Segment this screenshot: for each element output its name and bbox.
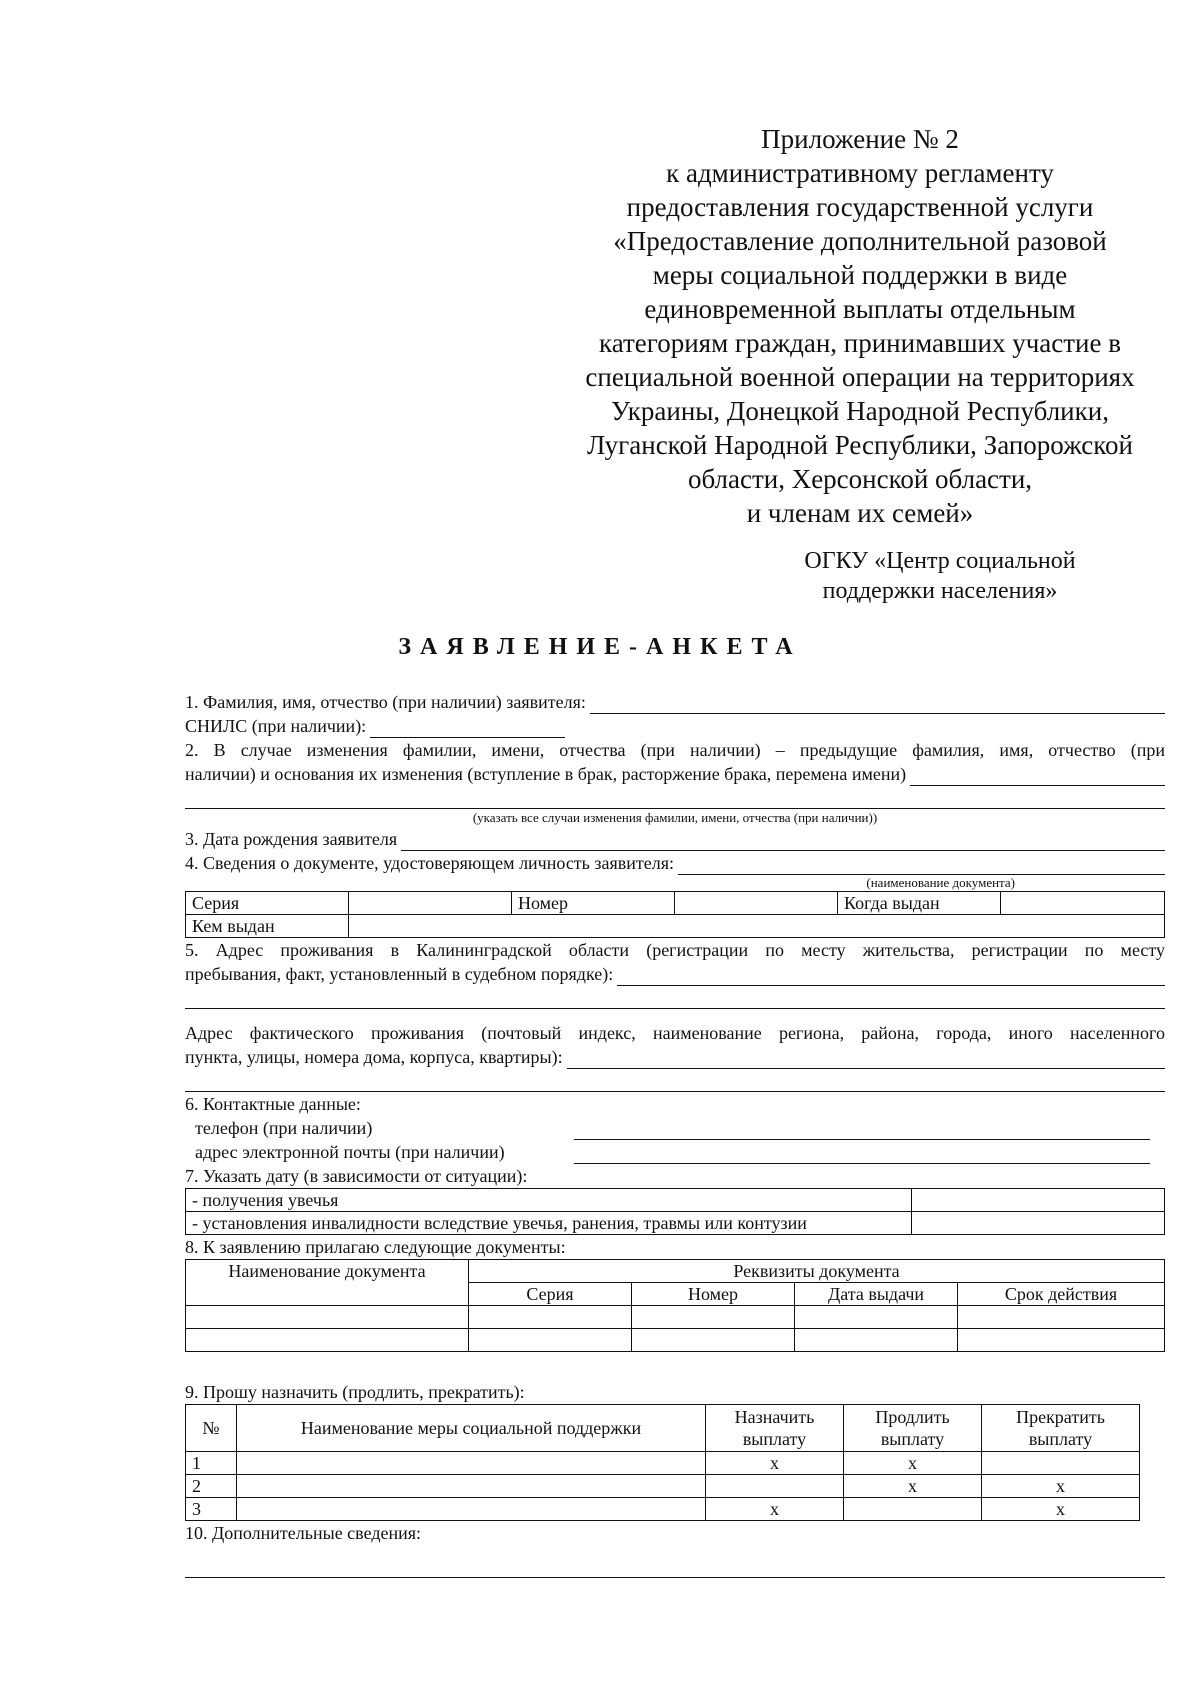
extend-mark[interactable]: х — [844, 1475, 982, 1498]
appendix-line: и членам их семей» — [746, 498, 974, 528]
issued-when-label: Когда выдан — [838, 892, 1001, 915]
table-row — [186, 1452, 1140, 1475]
extend-header — [844, 1405, 982, 1452]
actual-address-extra-line[interactable] — [185, 1077, 1165, 1092]
field-name-change-label: 2. В случае изменения фамилии, имени, отчества (при наличии) – предыдущие фамилия, имя, отчество (при — [185, 740, 1165, 760]
name-change-hint: (указать все случаи изменения фамилии, имени, отчества (при наличии)) — [472, 810, 878, 825]
measure-name-header: Наименование меры социальной поддержки — [237, 1405, 706, 1452]
doc-requisites-header: Реквизиты документа — [469, 1260, 1165, 1283]
series-label: Серия — [186, 892, 349, 915]
field-snils — [185, 714, 1165, 738]
recipient-block — [740, 546, 1140, 606]
field-name-change — [185, 762, 1165, 786]
number-label: Номер — [512, 892, 675, 915]
id-document-table — [185, 891, 1165, 938]
assign-header-line: Назначить — [734, 1407, 815, 1427]
stop-mark[interactable] — [982, 1452, 1140, 1475]
phone-input-line[interactable] — [574, 1122, 1150, 1140]
doc-cell[interactable] — [186, 1329, 469, 1352]
appendix-line: Приложение № 2 — [761, 124, 959, 154]
extend-mark[interactable] — [844, 1498, 982, 1521]
doc-cell[interactable] — [958, 1329, 1165, 1352]
series-cell[interactable] — [349, 892, 512, 915]
appendix-line: категориям граждан, принимавших участие в — [599, 328, 1121, 358]
snils-input-line[interactable] — [370, 720, 565, 738]
id-document-hint: (наименование документа) — [866, 875, 1015, 890]
measures-table — [185, 1404, 1140, 1521]
extend-header-line: выплату — [880, 1429, 945, 1449]
doc-cell[interactable] — [632, 1306, 795, 1329]
measure-name-cell[interactable] — [237, 1475, 706, 1498]
appendix-header — [560, 122, 1160, 530]
doc-cell[interactable] — [632, 1329, 795, 1352]
field-actual-address — [185, 1045, 1165, 1069]
actual-address-input-line[interactable] — [567, 1051, 1165, 1069]
field-actual-address-label: Адрес фактического проживания (почтовый индекс, наименование региона, района, города, иного населенного — [185, 1023, 1165, 1043]
table-row — [186, 1306, 1165, 1329]
appendix-line: к административному регламенту — [666, 158, 1054, 188]
contacts-section — [185, 1092, 1165, 1164]
assign-mark[interactable]: х — [706, 1452, 844, 1475]
measures-heading: 9. Прошу назначить (продлить, прекратить): — [185, 1382, 525, 1402]
field-birth-date — [185, 827, 1165, 851]
extend-mark[interactable]: х — [844, 1452, 982, 1475]
assign-header — [706, 1405, 844, 1452]
stop-mark[interactable]: х — [982, 1498, 1140, 1521]
appendix-line: меры социальной поддержки в виде — [652, 260, 1068, 290]
id-document-input-line[interactable] — [678, 857, 1165, 875]
doc-validity-header: Срок действия — [958, 1283, 1165, 1306]
name-change-extra-line[interactable] — [185, 794, 1165, 809]
measure-num: 2 — [186, 1475, 237, 1498]
documents-table — [185, 1259, 1165, 1352]
field-label: 4. Сведения о документе, удостоверяющем личность заявителя: — [185, 853, 675, 873]
contacts-heading: 6. Контактные данные: — [185, 1094, 361, 1114]
doc-cell[interactable] — [469, 1306, 632, 1329]
field-label: наличии) и основания их изменения (вступление в брак, расторжение брака, перемена имени) — [185, 764, 907, 784]
field-email — [185, 1140, 1165, 1164]
doc-number-header: Номер — [632, 1283, 795, 1306]
assign-mark[interactable] — [706, 1475, 844, 1498]
dates-heading: 7. Указать дату (в зависимости от ситуации): — [185, 1166, 528, 1186]
name-change-input-line[interactable] — [910, 768, 1165, 786]
field-label: пребывания, факт, установленный в судебном порядке): — [185, 964, 614, 984]
table-row — [186, 1329, 1165, 1352]
document-title: ЗАЯВЛЕНИЕ-АНКЕТА — [398, 634, 802, 660]
recipient-line: поддержки населения» — [822, 578, 1058, 604]
doc-series-header: Серия — [469, 1283, 632, 1306]
appendix-line: специальной военной операции на территориях — [585, 362, 1135, 392]
appendix-line: предоставления государственной услуги — [626, 192, 1094, 222]
field-label: СНИЛС (при наличии): — [185, 716, 367, 736]
field-label: 3. Дата рождения заявителя — [185, 829, 398, 849]
table-row — [186, 1475, 1140, 1498]
email-input-line[interactable] — [574, 1146, 1150, 1164]
disability-date-cell[interactable] — [912, 1212, 1165, 1235]
measure-num: 1 — [186, 1452, 237, 1475]
extend-header-line: Продлить — [875, 1407, 950, 1427]
measure-num-header: № — [186, 1405, 237, 1452]
appendix-line: Украины, Донецкой Народной Республики, — [611, 396, 1109, 426]
stop-header — [982, 1405, 1140, 1452]
field-label: телефон (при наличии) — [195, 1118, 373, 1138]
field-label: адрес электронной почты (при наличии) — [195, 1142, 505, 1162]
doc-cell[interactable] — [186, 1306, 469, 1329]
injury-date-label: - получения увечья — [186, 1189, 912, 1212]
field-registration-address — [185, 962, 1165, 986]
measure-name-cell[interactable] — [237, 1498, 706, 1521]
doc-cell[interactable] — [795, 1329, 958, 1352]
field-label: пункта, улицы, номера дома, корпуса, квартиры): — [185, 1047, 563, 1067]
registration-address-input-line[interactable] — [617, 968, 1165, 986]
full-name-input-line[interactable] — [590, 696, 1165, 714]
field-id-document — [185, 851, 1165, 875]
appendix-line: области, Херсонской области, — [687, 464, 1033, 494]
appendix-line: «Предоставление дополнительной разовой — [613, 226, 1107, 256]
doc-cell[interactable] — [469, 1329, 632, 1352]
application-form — [185, 690, 1165, 1578]
dates-table — [185, 1188, 1165, 1235]
birth-date-input-line[interactable] — [401, 833, 1165, 851]
doc-name-header: Наименование документа — [186, 1260, 469, 1306]
number-cell[interactable] — [675, 892, 838, 915]
assign-mark[interactable]: х — [706, 1498, 844, 1521]
registration-address-extra-line[interactable] — [185, 994, 1165, 1009]
doc-cell[interactable] — [958, 1306, 1165, 1329]
doc-issue-date-header: Дата выдачи — [795, 1283, 958, 1306]
appendix-line: Луганской Народной Республики, Запорожской — [587, 430, 1133, 460]
stop-mark[interactable]: х — [982, 1475, 1140, 1498]
table-row — [186, 1498, 1140, 1521]
stop-header-line: Прекратить — [1016, 1407, 1105, 1427]
issued-by-label: Кем выдан — [186, 915, 349, 938]
additional-info-label: 10. Дополнительные сведения: — [185, 1523, 422, 1543]
doc-cell[interactable] — [795, 1306, 958, 1329]
additional-info-input-line[interactable] — [185, 1571, 1165, 1578]
assign-header-line: выплату — [742, 1429, 807, 1449]
recipient-line: ОГКУ «Центр социальной — [804, 548, 1076, 574]
field-phone — [185, 1116, 1165, 1140]
field-label: 1. Фамилия, имя, отчество (при наличии) заявителя: — [185, 692, 586, 712]
field-full-name — [185, 690, 1165, 714]
field-registration-address-label: 5. Адрес проживания в Калининградской области (регистрации по месту жительства, регистрации по месту — [185, 940, 1165, 960]
appendix-line: единовременной выплаты отдельным — [644, 294, 1076, 324]
stop-header-line: выплату — [1028, 1429, 1093, 1449]
injury-date-cell[interactable] — [912, 1189, 1165, 1212]
issued-when-cell[interactable] — [1001, 892, 1165, 915]
measure-name-cell[interactable] — [237, 1452, 706, 1475]
disability-date-label: - установления инвалидности вследствие увечья, ранения, травмы или контузии — [186, 1212, 912, 1235]
issued-by-cell[interactable] — [349, 915, 1165, 938]
measure-num: 3 — [186, 1498, 237, 1521]
documents-heading: 8. К заявлению прилагаю следующие документы: — [185, 1237, 566, 1257]
